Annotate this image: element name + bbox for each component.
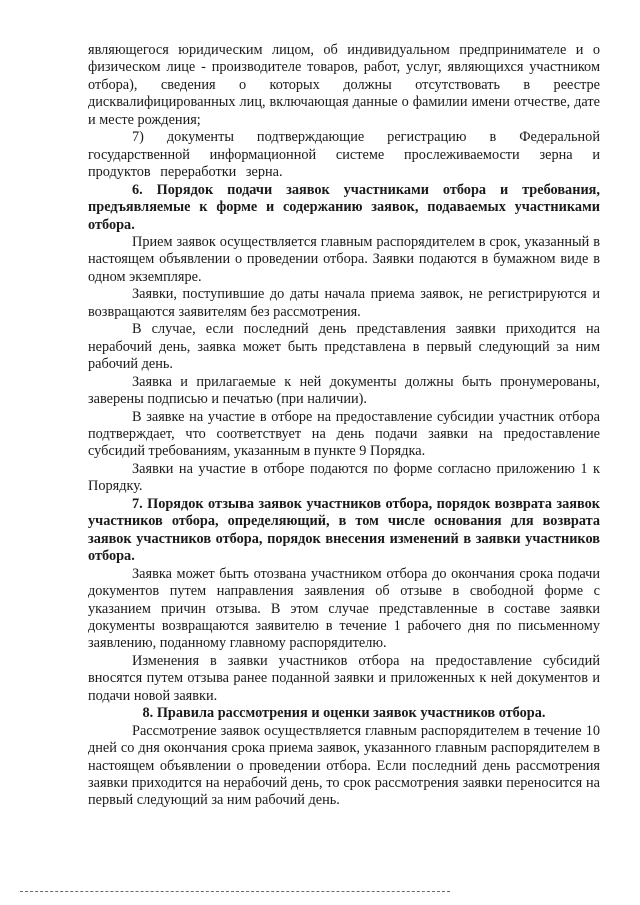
section-heading-7: 7. Порядок отзыва заявок участников отбора, порядок возврата заявок участников отбора, определяющий, в том числе основания для возврата заявок участников отбора, порядок внесения изменений в заявки участников отбора.	[88, 495, 600, 565]
section-6-paragraph-4: Заявка и прилагаемые к ней документы должны быть пронумерованы, заверены подписью и печатью (при наличии).	[88, 373, 600, 408]
paragraph-continuation: являющегося юридическим лицом, об индивидуальном предпринимателе и о физическом лице - производителе товаров, работ, услуг, являющихся участником отбора), сведения о которых должны отсутствовать в реестре дисквалифицированных лиц, включающая данные о фамилии имени отчестве, дате и месте рождения;	[88, 42, 600, 128]
section-7-paragraph-1: Заявка может быть отозвана участником отбора до окончания срока подачи документов путем направления заявления об отзыве в свободной форме с указанием причин отзыва. В этом случае представленные в составе заявки документы возвращаются заявителю в течение 1 рабочего дня по письменному заявлению, поданному главному распорядителю.	[88, 565, 600, 652]
section-6-paragraph-2: Заявки, поступившие до даты начала приема заявок, не регистрируются и возвращаются заявителям без рассмотрения.	[88, 286, 600, 320]
section-6-paragraph-3: В случае, если последний день представления заявки приходится на нерабочий день, заявка может быть представлена в первый следующий за ним рабочий день.	[88, 321, 600, 373]
section-heading-6: 6. Порядок подачи заявок участниками отбора и требования, предъявляемые к форме и содержанию заявок, подаваемых участниками отбора.	[88, 181, 600, 233]
section-6-paragraph-5: В заявке на участие в отборе на предоставление субсидии участник отбора подтверждает, что соответствует на день подачи заявки на предоставление субсидий требованиям, указанным в пункте 9 Порядка.	[88, 408, 600, 460]
list-item-7: 7) документы подтверждающие регистрацию в Федеральной государственной информационной системе прослеживаемости зерна и продуктов переработки зерна.	[88, 129, 600, 181]
section-6-paragraph-6: Заявки на участие в отборе подаются по форме согласно приложению 1 к Порядку.	[88, 460, 600, 495]
section-6-paragraph-1: Прием заявок осуществляется главным распорядителем в срок, указанный в настоящем объявлении о проведении отбора. Заявки подаются в бумажном виде в одном экземпляре.	[88, 233, 600, 285]
page-bottom-divider	[20, 891, 450, 892]
section-7-paragraph-2: Изменения в заявки участников отбора на предоставление субсидий вносятся путем отзыва ранее поданной заявки и приложенных к ней документов и подачи новой заявки.	[88, 652, 600, 704]
section-heading-8: 8. Правила рассмотрения и оценки заявок участников отбора.	[142, 705, 546, 722]
document-page	[88, 42, 600, 810]
section-8-paragraph-1: Рассмотрение заявок осуществляется главным распорядителем в течение 10 дней со дня окончания срока приема заявок, указанного главным распорядителем в настоящем объявлении о проведении отбора. Если последний день рассмотрения заявки приходится на нерабочий день, то срок рассмотрения заявки переносится на первый следующий за ним рабочий день.	[88, 722, 600, 809]
